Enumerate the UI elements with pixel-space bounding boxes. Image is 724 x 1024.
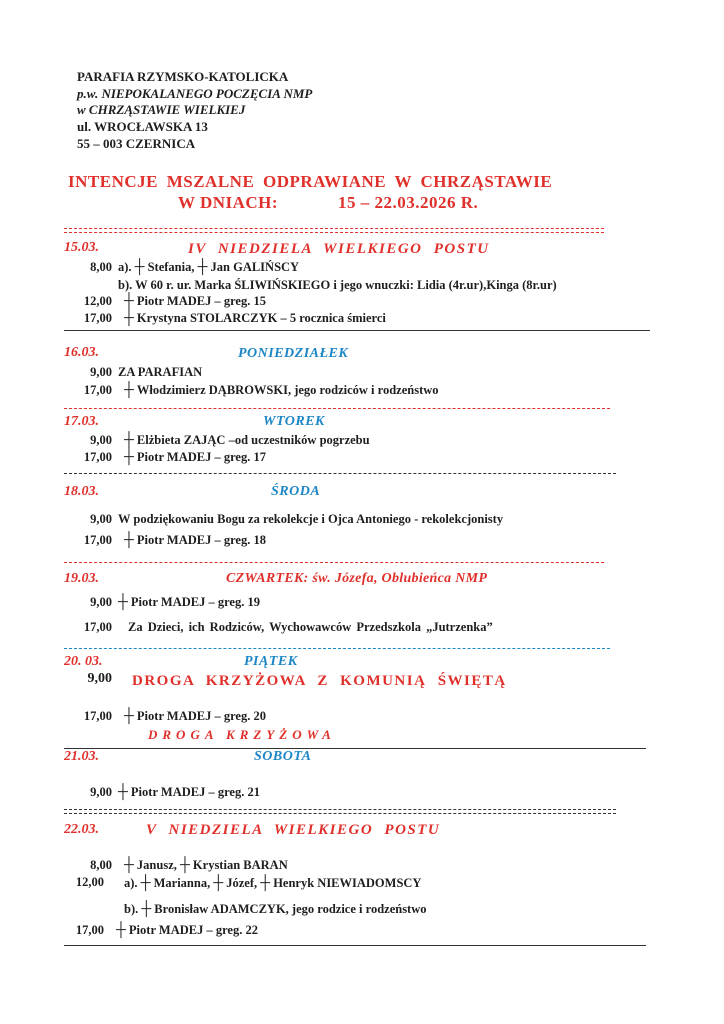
- cross-icon: [124, 383, 137, 397]
- intention: Za Dzieci, ich Rodziców, Wychowawców Przedszkola „Jutrzenka”: [128, 620, 493, 634]
- intention: ┼ Piotr MADEJ – greg. 18: [124, 533, 266, 549]
- intention: ┼ Piotr MADEJ – greg. 15: [124, 294, 266, 310]
- intention: ┼ Piotr MADEJ – greg. 20: [124, 709, 266, 725]
- intention: ZA PARAFIAN: [118, 365, 203, 379]
- mass-time: 9,00: [90, 595, 112, 609]
- cross-icon: [141, 902, 154, 916]
- cross-icon: [124, 433, 137, 447]
- intention-name: Jan GALIŃSCY: [210, 260, 300, 274]
- parish-name: PARAFIA RZYMSKO-KATOLICKA: [77, 69, 289, 84]
- day-name: PIĄTEK: [244, 654, 298, 669]
- mass-time: 8,00: [90, 858, 112, 872]
- divider: [64, 813, 616, 814]
- mass-time: 17,00: [83, 450, 112, 464]
- mass-time: 9,00: [90, 365, 112, 379]
- mass-time: 9,00: [90, 433, 112, 447]
- cross-icon: [135, 260, 148, 274]
- day-name: CZWARTEK: św. Józefa, Oblubieńca NMP: [226, 571, 488, 586]
- divider: [64, 228, 604, 229]
- divider: [64, 330, 650, 331]
- intention: b). W 60 r. ur. Marka ŚLIWIŃSKIEGO i jego wnuczki: Lidia (4r.ur),Kinga (8r.ur): [118, 278, 557, 292]
- divider: [64, 473, 616, 474]
- day-date: 15.03.: [64, 240, 99, 255]
- cross-icon: [180, 858, 193, 872]
- mass-time: 17,00: [83, 620, 112, 634]
- intention-name: Marianna,: [153, 876, 211, 890]
- mass-time: 17,00: [83, 383, 112, 397]
- intention-name: Janusz,: [136, 858, 177, 872]
- item-marker: b).: [124, 902, 139, 916]
- item-marker: a).: [124, 876, 138, 890]
- mass-time: 12,00: [83, 294, 112, 308]
- mass-time: 17,00: [83, 311, 112, 325]
- intention-name: Henryk NIEWIADOMSCY: [273, 876, 422, 890]
- cross-icon: [198, 260, 211, 274]
- parish-street: ul. WROCŁAWSKA 13: [77, 119, 208, 134]
- divider: [64, 408, 610, 409]
- divider: [64, 562, 604, 563]
- day-name: IV NIEDZIELA WIELKIEGO POSTU: [188, 241, 490, 257]
- intention: ┼ Piotr MADEJ – greg. 21: [118, 785, 260, 801]
- intention: [118, 260, 299, 276]
- cross-icon: [213, 876, 226, 890]
- cross-icon: [116, 923, 129, 937]
- divider: [64, 748, 646, 749]
- mass-time: 17,00: [83, 533, 112, 547]
- intention: ┼ Piotr MADEJ – greg. 19: [118, 595, 260, 611]
- cross-icon: [141, 876, 154, 890]
- parish-dedication: p.w. NIEPOKALANEGO POCZĘCIA NMP: [77, 86, 313, 101]
- intention: ┼ Piotr MADEJ – greg. 17: [124, 450, 266, 466]
- item-marker: a).: [118, 260, 132, 274]
- day-date: 22.03.: [64, 822, 99, 837]
- divider: [64, 232, 604, 233]
- parish-location: w CHRZĄSTAWIE WIELKIEJ: [77, 102, 246, 117]
- day-name: WTOREK: [263, 414, 325, 429]
- mass-time: 8,00: [90, 260, 112, 274]
- intention: [124, 876, 421, 892]
- divider: [64, 809, 616, 810]
- title-dates-label: W DNIACH:: [178, 193, 279, 212]
- mass-time: 9,00: [90, 512, 112, 526]
- intention-name: Józef,: [226, 876, 258, 890]
- day-date: 20. 03.: [64, 654, 103, 669]
- mass-time: 12,00: [75, 875, 104, 889]
- intention-name: Bronisław ADAMCZYK, jego rodzice i rodzeństwo: [154, 902, 427, 916]
- day-date: 18.03.: [64, 484, 99, 499]
- parish-postcode: 55 – 003 CZERNICA: [77, 136, 196, 151]
- cross-icon: [124, 311, 137, 325]
- cross-icon: [118, 595, 131, 609]
- divider: [64, 945, 646, 946]
- page-title: INTENCJE MSZALNE ODPRAWIANE W CHRZĄSTAWIE: [68, 172, 553, 191]
- cross-icon: [124, 450, 137, 464]
- day-date: 21.03.: [64, 749, 99, 764]
- intention: [124, 902, 427, 918]
- intention: [124, 858, 288, 874]
- cross-icon: [260, 876, 273, 890]
- intention: ┼ Elżbieta ZAJĄC –od uczestników pogrzebu: [124, 433, 370, 449]
- cross-icon: [124, 858, 137, 872]
- day-name: SOBOTA: [254, 749, 312, 764]
- intention-name: Krystian BARAN: [192, 858, 288, 872]
- day-date: 19.03.: [64, 571, 99, 586]
- cross-icon: [124, 533, 137, 547]
- title-dates-range: 15 – 22.03.2026 R.: [338, 193, 479, 212]
- intention: DROGA KRZYŻOWA: [148, 727, 336, 742]
- intention: DROGA KRZYŻOWA Z KOMUNIĄ ŚWIĘTĄ: [132, 673, 507, 689]
- day-name: PONIEDZIAŁEK: [238, 346, 349, 361]
- intention-name: Stefania,: [147, 260, 195, 274]
- mass-time: 17,00: [75, 923, 104, 937]
- mass-time: 9,00: [90, 785, 112, 799]
- intention: ┼ Krystyna STOLARCZYK – 5 rocznica śmierci: [124, 311, 386, 327]
- intention: ┼ Włodzimierz DĄBROWSKI, jego rodziców i rodzeństwo: [124, 383, 439, 399]
- mass-time: 17,00: [83, 709, 112, 723]
- divider: [64, 648, 610, 649]
- cross-icon: [124, 709, 137, 723]
- day-name: V NIEDZIELA WIELKIEGO POSTU: [146, 822, 441, 838]
- day-date: 16.03.: [64, 345, 99, 360]
- day-name: ŚRODA: [271, 484, 321, 499]
- cross-icon: [124, 294, 137, 308]
- intention: W podziękowaniu Bogu za rekolekcje i Ojca Antoniego - rekolekcjonisty: [118, 512, 504, 526]
- intention: ┼ Piotr MADEJ – greg. 22: [116, 923, 258, 939]
- cross-icon: [118, 785, 131, 799]
- day-date: 17.03.: [64, 414, 99, 429]
- mass-time: 9,00: [87, 671, 112, 686]
